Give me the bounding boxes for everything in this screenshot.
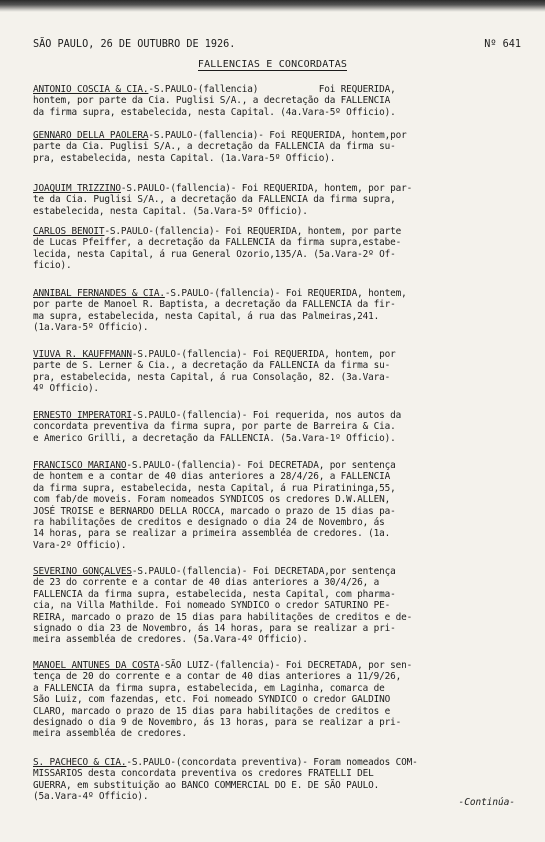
entry-text-line: concordata preventiva da firma supra, por parte de Barreira & Cia. [33, 421, 396, 433]
entry-text-line: Vara-2º Officio). [33, 539, 127, 551]
entry-text-line: meira assembléa de credores. [33, 728, 187, 740]
entry-text-line: -S.PAULO-(fallencia)- Foi REQUERIDA, hontem, por par- [120, 183, 413, 194]
entry-text-line: signado o dia 23 de Novembro, ás 14 horas, para se realizar a pri- [33, 623, 396, 635]
entry-company-name: VIUVA R. KAUFFMANN [33, 349, 132, 360]
list-item [33, 288, 523, 334]
list-item [33, 183, 523, 217]
section-title-text: FALLENCIAS E CONCORDATAS [197, 59, 348, 70]
entry-text-line: São Luiz, com fazendas, etc. Foi nomeado SYNDICO o credor GALDINO [33, 694, 391, 706]
entry-text-line: parte de S. Lerner & Cia., a decretação da FALLENCIA da firma su- [33, 360, 391, 372]
section-title [0, 58, 545, 71]
list-item [33, 660, 523, 740]
entry-text-line: tença de 20 do corrente e a contar de 40 dias anteriores a 11/9/26, [33, 671, 402, 683]
entry-text-line: da firma supra, estabelecida, nesta Capital. (4a.Vara-5º Officio). [33, 106, 396, 118]
entry-company-name: GENNARO DELLA PAOLERA [33, 130, 149, 141]
entry-text-line: cia, na Villa Mathilde. Foi nomeado SYNDICO o credor SATURINO PE- [33, 600, 391, 612]
entry-text-line: 4º Officio). [33, 383, 99, 395]
entry-company-name: S. PACHECO & CIA. [33, 757, 127, 768]
entry-company-name: FRANCISCO MARIANO [33, 460, 127, 471]
entry-text-line: ficio). [33, 260, 72, 272]
entry-text-line: designado o dia 9 de Novembro, ás 13 horas, para se realizar a pri- [33, 717, 402, 729]
entry-company-name: MANOEL ANTUNES DA COSTA [33, 660, 160, 671]
entry-company-name: CARLOS BENOIT [33, 226, 105, 237]
entry-text-line: de hontem e a contar de 40 dias anteriores a 28/4/26, a FALLENCIA [33, 471, 391, 483]
entry-text-line: REIRA, marcado o prazo de 15 dias para habilitações de creditos e de- [33, 611, 413, 623]
entry-text-line: -S.PAULO-(concordata preventiva)- Foram nomeados COM- [126, 757, 418, 768]
entry-text-line: JOSÉ TROISE e BERNARDO DELLA ROCCA, marcado o prazo de 15 dias pa- [33, 505, 396, 517]
entry-text-line: -S.PAULO-(fallencia)- Foi DECRETADA, por sentença [126, 460, 396, 471]
entry-text-line: meira assembléa de credores. (5a.Vara-4º Officio). [33, 634, 308, 646]
entry-text-line: pra, estabelecida, nesta Capital, á rua Consolação, 82. (3a.Vara- [33, 371, 391, 383]
entry-text-line: CLARO, marcado o prazo de 15 dias para habilitações de creditos e [33, 705, 391, 717]
entry-text-line: te da Cia. Puglisi S/A., a decretação da FALLENCIA da firma supra, [33, 194, 396, 206]
entry-company-name: ANNIBAL FERNANDES & CIA. [33, 288, 165, 299]
entry-text-line: -S.PAULO-(fallencia)- Foi REQUERIDA, hontem, por [131, 349, 396, 360]
entry-text-line: (5a.Vara-4º Officio). [33, 791, 149, 803]
entry-text-line: 14 horas, para se realizar a primeira assembléa de credores. (1a. [33, 528, 391, 540]
entry-text-line: com fab/de moveis. Foram nomeados SYNDICOS os credores D.W.ALLEN, [33, 494, 391, 506]
list-item [33, 460, 523, 551]
entry-text-line: ma supra, estabelecida, nesta Capital, á rua das Palmeiras,241. [33, 310, 380, 322]
list-item [33, 757, 523, 803]
scan-top-edge [0, 0, 545, 12]
entry-text-line: FALLENCIA da firma supra, estabelecida, nesta Capital, com pharma- [33, 588, 396, 600]
entry-text-line: -S.PAULO-(fallencia)- Foi DECRETADA,por sentença [131, 566, 396, 577]
entry-text-line: lecida, nesta Capital, á rua General Ozorio,135/A. (5a.Vara-2º Of- [33, 248, 396, 260]
entry-text-line: GUERRA, em substituição ao BANCO COMMERCIAL DO E. DE SÃO PAULO. [33, 779, 380, 791]
list-item [33, 410, 523, 444]
entry-company-name: ANTONIO COSCIA & CIA. [33, 84, 149, 95]
continuation-note: -Continúa- [458, 797, 515, 808]
entry-company-name: JOAQUIM TRIZZINO [33, 183, 121, 194]
entry-text-line: -S.PAULO-(fallencia)- Foi requerida, nos autos da [131, 410, 402, 421]
entry-text-line: parte da Cia. Puglisi S/A., a decretação da FALLENCIA da firma su- [33, 141, 396, 153]
entry-text-line: ra habilitações de creditos e designado o dia 24 de Novembro, ás [33, 517, 385, 529]
entry-text-line: estabelecida, nesta Capital. (5a.Vara-5º Officio). [33, 205, 308, 217]
entry-text-line: -S.PAULO-(fallencia)- Foi REQUERIDA, hontem, [164, 288, 407, 299]
entry-text-line: de 23 do corrente e a contar de 40 dias anteriores a 30/4/26, a [33, 577, 380, 589]
entry-text-line: por parte de Manoel R. Baptista, a decretação da FALLENCIA da fir- [33, 299, 396, 311]
list-item [33, 566, 523, 646]
entry-text-line: -SÃO LUIZ-(fallencia)- Foi DECRETADA, por sen- [159, 660, 413, 671]
entry-text-line: -S.PAULO-(fallencia)- Foi REQUERIDA, hontem, por parte [104, 226, 402, 237]
list-item [33, 84, 523, 118]
entry-company-name: ERNESTO IMPERATORI [33, 410, 132, 421]
header-date: SÃO PAULO, 26 DE OUTUBRO DE 1926. [33, 39, 236, 50]
list-item [33, 226, 523, 272]
entry-text-line: pra, estabelecida, nesta Capital. (1a.Vara-5º Officio). [33, 152, 336, 164]
entry-text-line: a FALLENCIA da firma supra, estabelecida, em Laginha, comarca de [33, 682, 385, 694]
entry-text-line: -S.PAULO-(fallencia)- Foi REQUERIDA, hontem,por [148, 130, 407, 141]
entry-text-line: -S.PAULO-(fallencia) Foi REQUERIDA, [148, 84, 396, 95]
document-header [33, 38, 521, 52]
header-number: Nº 641 [484, 39, 521, 50]
entry-text-line: (1a.Vara-5º Officio). [33, 322, 149, 334]
entry-text-line: da firma supra, estabelecida, nesta Capital, á rua Piratininga,55, [33, 482, 396, 494]
entry-text-line: de Lucas Pfeiffer, a decretação da FALLENCIA da firma supra,estabe- [33, 237, 402, 249]
entry-text-line: hontem, por parte da Cia. Puglisi S/A., a decretação da FALLENCIA [33, 95, 391, 107]
list-item [33, 349, 523, 395]
entry-text-line: e Americo Grilli, a decretação da FALLENCIA. (5a.Vara-1º Officio). [33, 432, 396, 444]
entry-text-line: MISSARIOS desta concordata preventiva os credores FRATELLI DEL [33, 768, 374, 780]
entry-company-name: SEVERINO GONÇALVES [33, 566, 132, 577]
list-item [33, 130, 523, 164]
